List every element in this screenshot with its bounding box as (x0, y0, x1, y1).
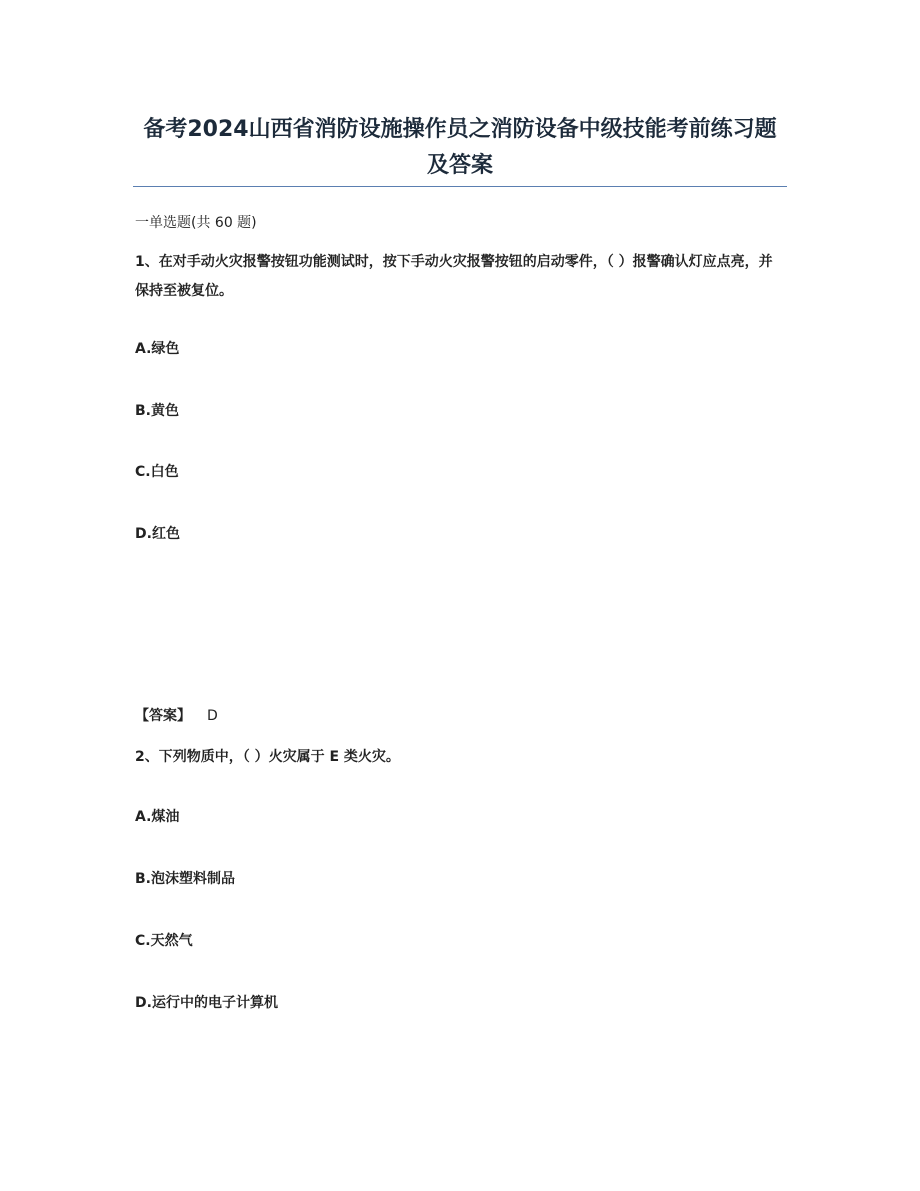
document-title: 备考2024山西省消防设施操作员之消防设备中级技能考前练习题及答案 (143, 117, 777, 178)
title-divider (133, 186, 787, 187)
question-1-option-c: C.白色 (135, 464, 179, 480)
answer-label: 【答案】 (135, 708, 191, 724)
question-1-option-a: A.绿色 (135, 341, 180, 357)
question-1-answer (135, 706, 218, 726)
answer-value: D (207, 708, 218, 724)
question-2-text: 2、下列物质中，（ ）火灾属于 E 类火灾。 (135, 749, 400, 765)
question-2-option-d: D.运行中的电子计算机 (135, 995, 278, 1011)
question-1-option-b: B.黄色 (135, 403, 179, 419)
question-2-option-b: B.泡沫塑料制品 (135, 871, 235, 887)
question-2-option-c: C.天然气 (135, 933, 193, 949)
section-header: 一单选题(共 60 题) (135, 215, 257, 231)
question-1-text: 1、在对手动火灾报警按钮功能测试时，按下手动火灾报警按钮的启动零件，（ ）报警确认灯应点亮，并保持至被复位。 (135, 254, 773, 299)
question-1-option-d: D.红色 (135, 526, 180, 542)
question-2-option-a: A.煤油 (135, 809, 180, 825)
